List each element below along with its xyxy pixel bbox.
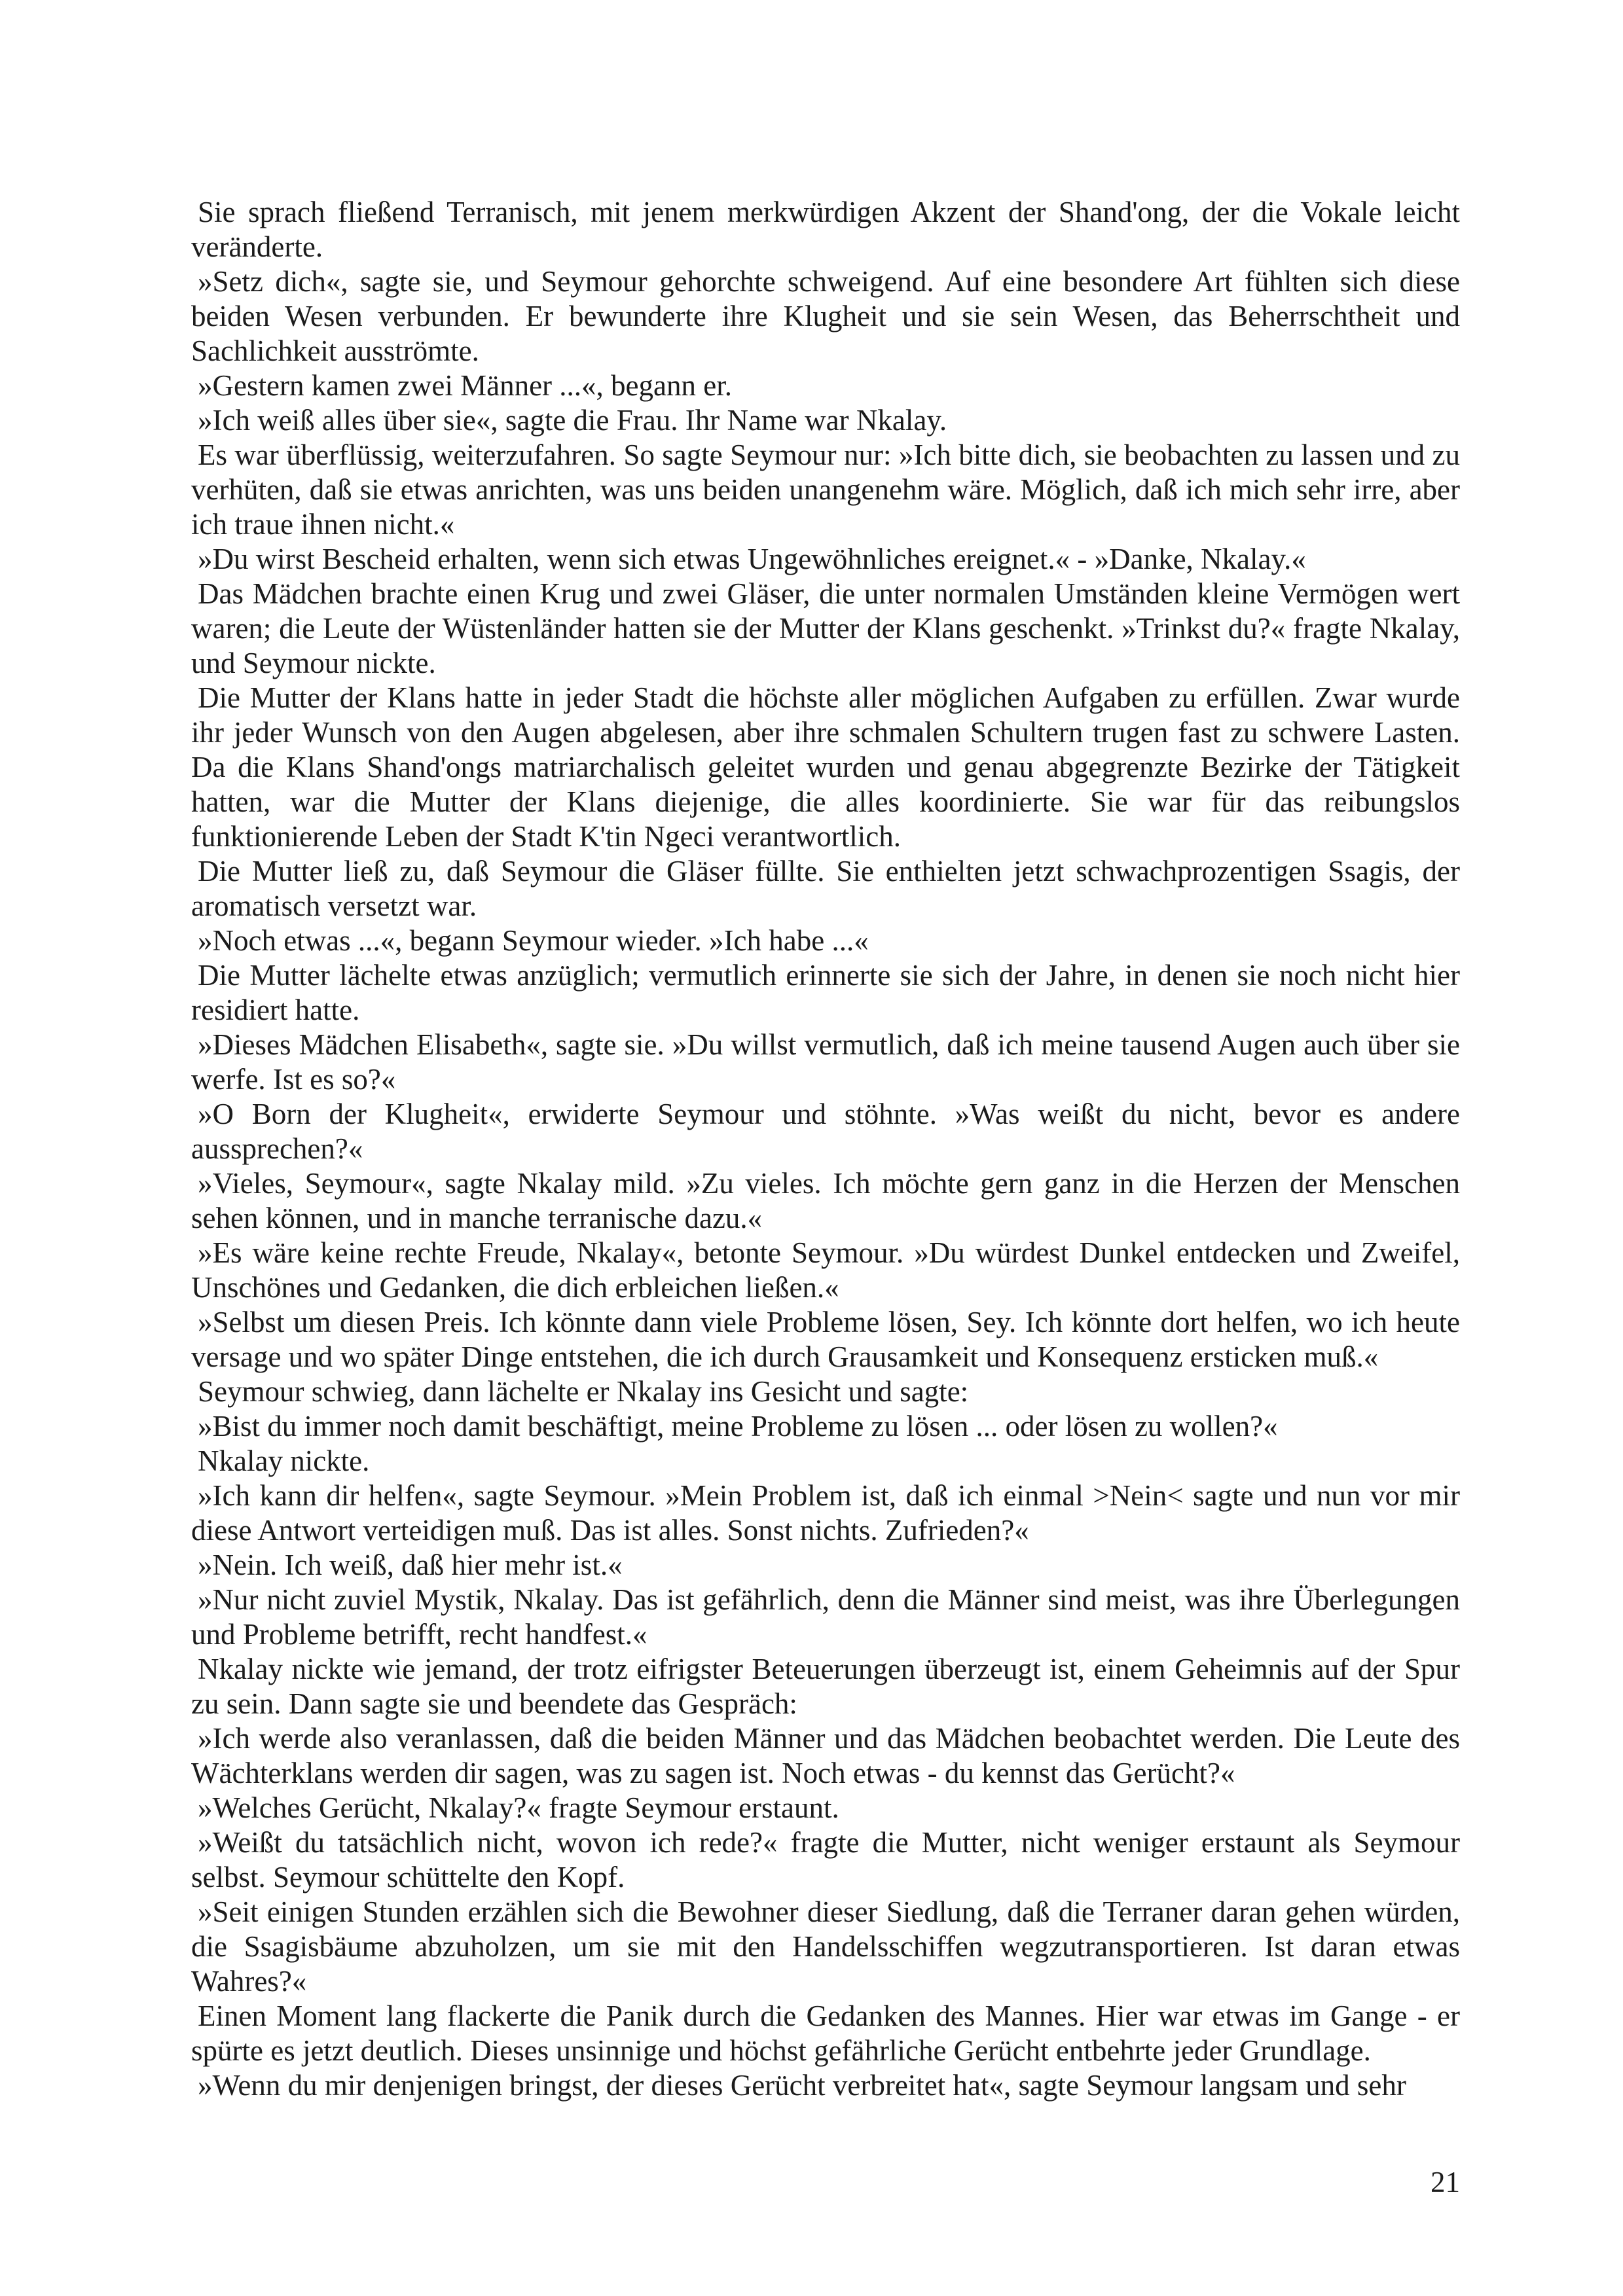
paragraph: »Weißt du tatsächlich nicht, wovon ich rede?« fragte die Mutter, nicht weniger erstaunt als Seymour selbst. Seymour schüttelte den Kopf. — [191, 1826, 1460, 1893]
page-number: 21 — [1431, 2166, 1460, 2198]
paragraph: »Noch etwas ...«, begann Seymour wieder. »Ich habe ...« — [198, 924, 869, 957]
paragraph: Seymour schwieg, dann lächelte er Nkalay ins Gesicht und sagte: — [198, 1375, 969, 1408]
paragraph: »Wenn du mir denjenigen bringst, der dieses Gerücht verbreitet hat«, sagte Seymour langsam und sehr — [198, 2069, 1406, 2102]
paragraph: Die Mutter lächelte etwas anzüglich; vermutlich erinnerte sie sich der Jahre, in denen sie noch nicht hier residiert hatte. — [191, 959, 1460, 1026]
paragraph: Nkalay nickte. — [198, 1444, 370, 1477]
paragraph: »Dieses Mädchen Elisabeth«, sagte sie. »Du willst vermutlich, daß ich meine tausend Augen auch über sie werfe. Ist es so?« — [191, 1028, 1460, 1096]
paragraph: Die Mutter der Klans hatte in jeder Stadt die höchste aller möglichen Aufgaben zu erfüllen. Zwar wurde ihr jeder Wunsch von den Augen abgelesen, aber ihre schmalen Schultern trugen fast zu schwere Lasten. Da die Klans Shand'ongs matriarchalisch geleitet wurden und genau abgegrenzte Bezirke der Tätigkeit hatten, war die Mutter der Klans diejenige, die alles koordinierte. Sie war für das reibungslos funktionierende Leben der Stadt K'tin Ngeci verantwortlich. — [191, 681, 1460, 853]
paragraph: »Bist du immer noch damit beschäftigt, meine Probleme zu lösen ... oder lösen zu wollen?« — [198, 1410, 1278, 1443]
paragraph: »Es wäre keine rechte Freude, Nkalay«, betonte Seymour. »Du würdest Dunkel entdecken und Zweifel, Unschönes und Gedanken, die dich erbleichen ließen.« — [191, 1236, 1460, 1304]
paragraph: »Vieles, Seymour«, sagte Nkalay mild. »Zu vieles. Ich möchte gern ganz in die Herzen der Menschen sehen können, und in manche terranische dazu.« — [191, 1167, 1460, 1234]
paragraph: »Ich werde also veranlassen, daß die beiden Männer und das Mädchen beobachtet werden. Die Leute des Wächterklans werden dir sagen, was zu sagen ist. Noch etwas - du kennst das Gerücht?« — [191, 1722, 1460, 1789]
paragraph: »O Born der Klugheit«, erwiderte Seymour und stöhnte. »Was weißt du nicht, bevor es andere aussprechen?« — [191, 1098, 1460, 1165]
paragraph: »Ich kann dir helfen«, sagte Seymour. »Mein Problem ist, daß ich einmal >Nein< sagte und nun vor mir diese Antwort verteidigen muß. Das ist alles. Sonst nichts. Zufrieden?« — [191, 1479, 1460, 1547]
paragraph: »Gestern kamen zwei Männer ...«, begann er. — [198, 369, 732, 402]
paragraph: »Seit einigen Stunden erzählen sich die Bewohner dieser Siedlung, daß die Terraner daran gehen würden, die Ssagisbäume abzuholzen, um sie mit den Handelsschiffen wegzutransportieren. Ist daran etwas Wahres?« — [191, 1895, 1460, 1998]
body-text — [191, 195, 1460, 2103]
paragraph: Es war überflüssig, weiterzufahren. So sagte Seymour nur: »Ich bitte dich, sie beobachten zu lassen und zu verhüten, daß sie etwas anrichten, was uns beiden unangenehm wäre. Möglich, daß ich mich sehr irre, aber ich traue ihnen nicht.« — [191, 439, 1460, 541]
paragraph: »Nein. Ich weiß, daß hier mehr ist.« — [198, 1549, 623, 1581]
paragraph: »Welches Gerücht, Nkalay?« fragte Seymour erstaunt. — [198, 1791, 839, 1824]
paragraph: »Setz dich«, sagte sie, und Seymour gehorchte schweigend. Auf eine besondere Art fühlten sich diese beiden Wesen verbunden. Er bewunderte ihre Klugheit und sie sein Wesen, das Beherrschtheit und Sachlichkeit ausströmte. — [191, 265, 1460, 367]
paragraph: »Du wirst Bescheid erhalten, wenn sich etwas Ungewöhnliches ereignet.« - »Danke, Nkalay.« — [198, 543, 1306, 575]
paragraph: Das Mädchen brachte einen Krug und zwei Gläser, die unter normalen Umständen kleine Vermögen wert waren; die Leute der Wüstenländer hatten sie der Mutter der Klans geschenkt. »Trinkst du?« fragte Nkalay, und Seymour nickte. — [191, 577, 1460, 679]
paragraph: Nkalay nickte wie jemand, der trotz eifrigster Beteuerungen überzeugt ist, einem Geheimnis auf der Spur zu sein. Dann sagte sie und beendete das Gespräch: — [191, 1653, 1460, 1720]
paragraph: »Nur nicht zuviel Mystik, Nkalay. Das ist gefährlich, denn die Männer sind meist, was ihre Überlegungen und Probleme betrifft, recht handfest.« — [191, 1583, 1460, 1651]
paragraph: Sie sprach fließend Terranisch, mit jenem merkwürdigen Akzent der Shand'ong, der die Vokale leicht veränderte. — [191, 196, 1460, 263]
paragraph: Einen Moment lang flackerte die Panik durch die Gedanken des Mannes. Hier war etwas im Gange - er spürte es jetzt deutlich. Dieses unsinnige und höchst gefährliche Gerücht entbehrte jeder Grundlage. — [191, 2000, 1460, 2067]
paragraph: »Ich weiß alles über sie«, sagte die Frau. Ihr Name war Nkalay. — [198, 404, 947, 437]
paragraph: Die Mutter ließ zu, daß Seymour die Gläser füllte. Sie enthielten jetzt schwachprozentigen Ssagis, der aromatisch versetzt war. — [191, 855, 1460, 922]
paragraph: »Selbst um diesen Preis. Ich könnte dann viele Probleme lösen, Sey. Ich könnte dort helfen, wo ich heute versage und wo später Dinge entstehen, die ich durch Grausamkeit und Konsequenz ersticken muß.« — [191, 1306, 1460, 1373]
